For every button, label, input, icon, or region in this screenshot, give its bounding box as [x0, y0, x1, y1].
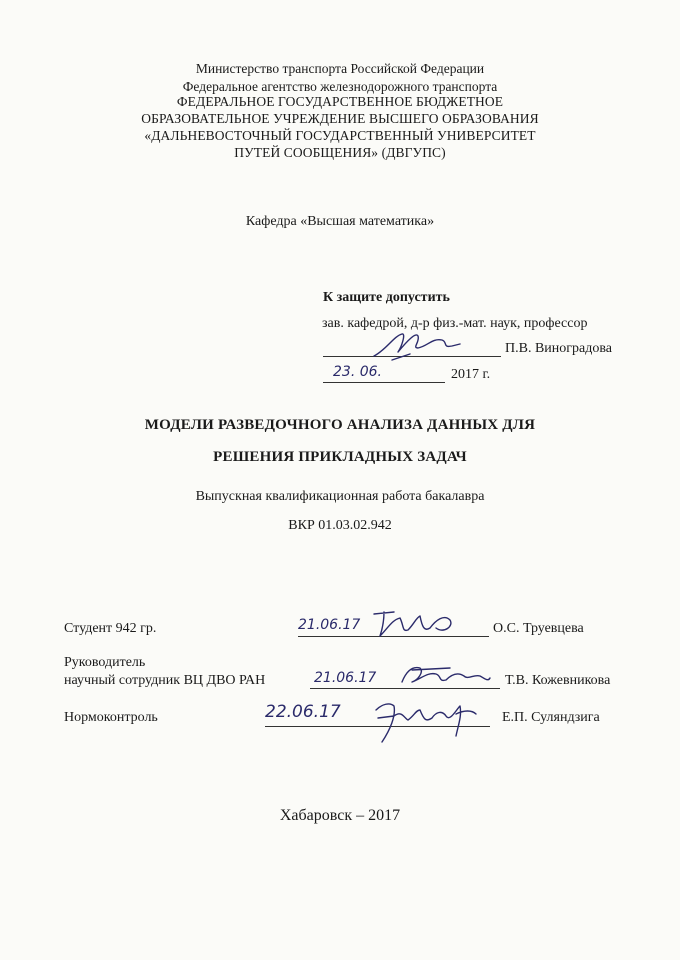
header-university-line4: ПУТЕЙ СООБЩЕНИЯ» (ДВГУПС): [234, 145, 446, 160]
supervisor-signature: [398, 662, 494, 688]
approval-heading: К защите допустить: [323, 290, 450, 305]
header-university-line1: ФЕДЕРАЛЬНОЕ ГОСУДАРСТВЕННОЕ БЮДЖЕТНОЕ: [176, 94, 504, 109]
supervisor-role: Руководитель: [64, 655, 146, 670]
approval-date-line: [323, 382, 445, 383]
header-ministry: Министерство транспорта Российской Федерации: [195, 61, 485, 76]
normcontrol-name: Е.П. Суляндзига: [502, 710, 600, 725]
thesis-title-line1: МОДЕЛИ РАЗВЕДОЧНОГО АНАЛИЗА ДАННЫХ ДЛЯ: [144, 417, 536, 433]
student-role: Студент 942 гр.: [64, 621, 157, 636]
city-year: Хабаровск – 2017: [279, 807, 401, 824]
approval-signature: [372, 326, 462, 362]
approval-name: П.В. Виноградова: [505, 341, 612, 356]
normcontrol-date: 22.06.17: [265, 702, 341, 722]
thesis-title-line2: РЕШЕНИЯ ПРИКЛАДНЫХ ЗАДАЧ: [213, 449, 467, 465]
student-signature: [372, 606, 464, 640]
work-code: ВКР 01.03.02.942: [288, 518, 392, 533]
header-university-line2: ОБРАЗОВАТЕЛЬНОЕ УЧРЕЖДЕНИЕ ВЫСШЕГО ОБРАЗОВАНИЯ: [141, 111, 539, 126]
approval-year: 2017 г.: [451, 367, 491, 382]
header-university-line3: «ДАЛЬНЕВОСТОЧНЫЙ ГОСУДАРСТВЕННЫЙ УНИВЕРСИТЕТ: [144, 128, 536, 143]
student-name: О.С. Труевцева: [493, 621, 584, 636]
supervisor-date: 21.06.17: [314, 670, 377, 686]
work-type: Выпускная квалификационная работа бакалавра: [195, 489, 485, 504]
header-agency: Федеральное агентство железнодорожного транспорта: [182, 79, 498, 94]
supervisor-name: Т.В. Кожевникова: [505, 673, 611, 688]
normcontrol-role: Нормоконтроль: [64, 710, 158, 725]
supervisor-position: научный сотрудник ВЦ ДВО РАН: [64, 673, 266, 688]
supervisor-signature-line: [310, 688, 500, 689]
approval-date-handwritten: 23. 06.: [333, 364, 382, 380]
student-date: 21.06.17: [298, 617, 361, 633]
normcontrol-signature: [372, 696, 482, 746]
approval-position: зав. кафедрой, д-р физ.-мат. наук, профессор: [322, 316, 588, 331]
department: Кафедра «Высшая математика»: [245, 214, 435, 229]
